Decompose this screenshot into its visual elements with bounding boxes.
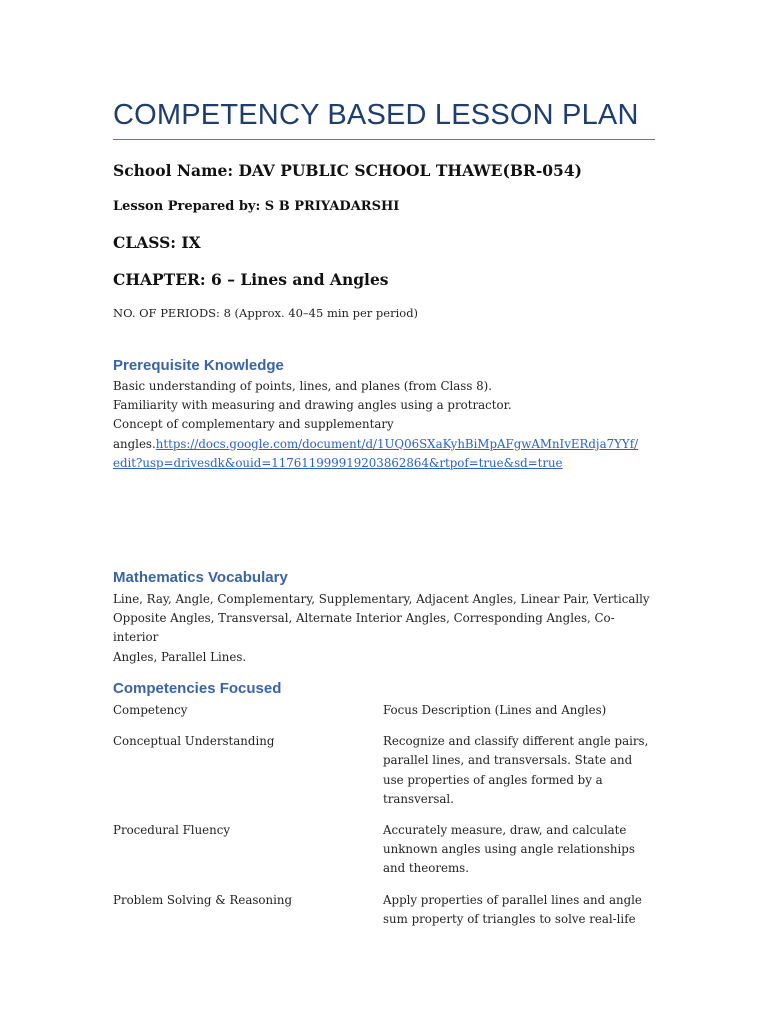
document-title: COMPETENCY BASED LESSON PLAN <box>113 99 639 131</box>
vocabulary-line: Opposite Angles, Transversal, Alternate Interior Angles, Corresponding Angles, Co-interior <box>113 611 615 645</box>
vocabulary-line: Line, Ray, Angle, Complementary, Supplementary, Adjacent Angles, Linear Pair, Vertically <box>113 592 650 606</box>
competencies-table <box>113 701 658 941</box>
prerequisite-line: Familiarity with measuring and drawing angles using a protractor. <box>113 398 512 413</box>
prerequisite-line: Concept of complementary and supplementary <box>113 417 394 432</box>
table-row <box>113 891 658 941</box>
number-of-periods: NO. OF PERIODS: 8 (Approx. 40–45 min per period) <box>113 306 419 320</box>
description-line: use properties of angles formed by a <box>383 772 603 787</box>
lesson-prepared-by: Lesson Prepared by: S B PRIYADARSHI <box>113 199 400 214</box>
description-line: sum property of triangles to solve real-life <box>383 911 636 926</box>
competency-name: Procedural Fluency <box>113 823 231 838</box>
competencies-heading: Competencies Focused <box>113 680 282 697</box>
prerequisite-last-line <box>113 435 658 454</box>
focus-description <box>383 891 658 941</box>
description-line: transversal. <box>383 791 454 806</box>
description-line: Apply properties of parallel lines and angle <box>383 892 642 907</box>
description-line: Recognize and classify different angle pairs, <box>383 734 649 749</box>
class-label: CLASS: IX <box>113 233 201 252</box>
competency-column-header: Competency <box>113 703 188 717</box>
table-row <box>113 821 658 891</box>
school-name: School Name: DAV PUBLIC SCHOOL THAWE(BR-054) <box>113 161 582 180</box>
description-line: and theorems. <box>383 861 469 876</box>
table-header-row <box>113 701 658 732</box>
chapter-label: CHAPTER: 6 – Lines and Angles <box>113 270 389 289</box>
competency-name: Conceptual Understanding <box>113 734 275 749</box>
prerequisite-line: Basic understanding of points, lines, and planes (from Class 8). <box>113 379 492 393</box>
prerequisite-line-prefix: angles. <box>113 436 156 451</box>
google-doc-link-continuation[interactable]: edit?usp=drivesdk&ouid=117611999919203862864&rtpof=true&sd=true <box>113 455 563 470</box>
prerequisite-heading: Prerequisite Knowledge <box>113 357 284 374</box>
table-row <box>113 732 658 821</box>
description-line: Accurately measure, draw, and calculate <box>383 823 627 838</box>
google-doc-link[interactable]: https://docs.google.com/document/d/1UQ06SXaKyhBiMpAFgwAMnIvERdja7YYf/ <box>155 436 639 451</box>
competency-name: Problem Solving & Reasoning <box>113 892 293 907</box>
description-line: parallel lines, and transversals. State and <box>383 753 633 768</box>
vocabulary-heading: Mathematics Vocabulary <box>113 569 288 586</box>
vocabulary-text <box>113 590 658 667</box>
prerequisite-text <box>113 377 658 473</box>
title-underline-rule <box>113 139 655 140</box>
prerequisite-link-continuation <box>113 454 658 473</box>
focus-description-column-header: Focus Description (Lines and Angles) <box>383 703 607 717</box>
vocabulary-line: Angles, Parallel Lines. <box>113 649 247 664</box>
focus-description <box>383 821 658 891</box>
description-line: unknown angles using angle relationships <box>383 842 635 857</box>
focus-description <box>383 732 658 821</box>
